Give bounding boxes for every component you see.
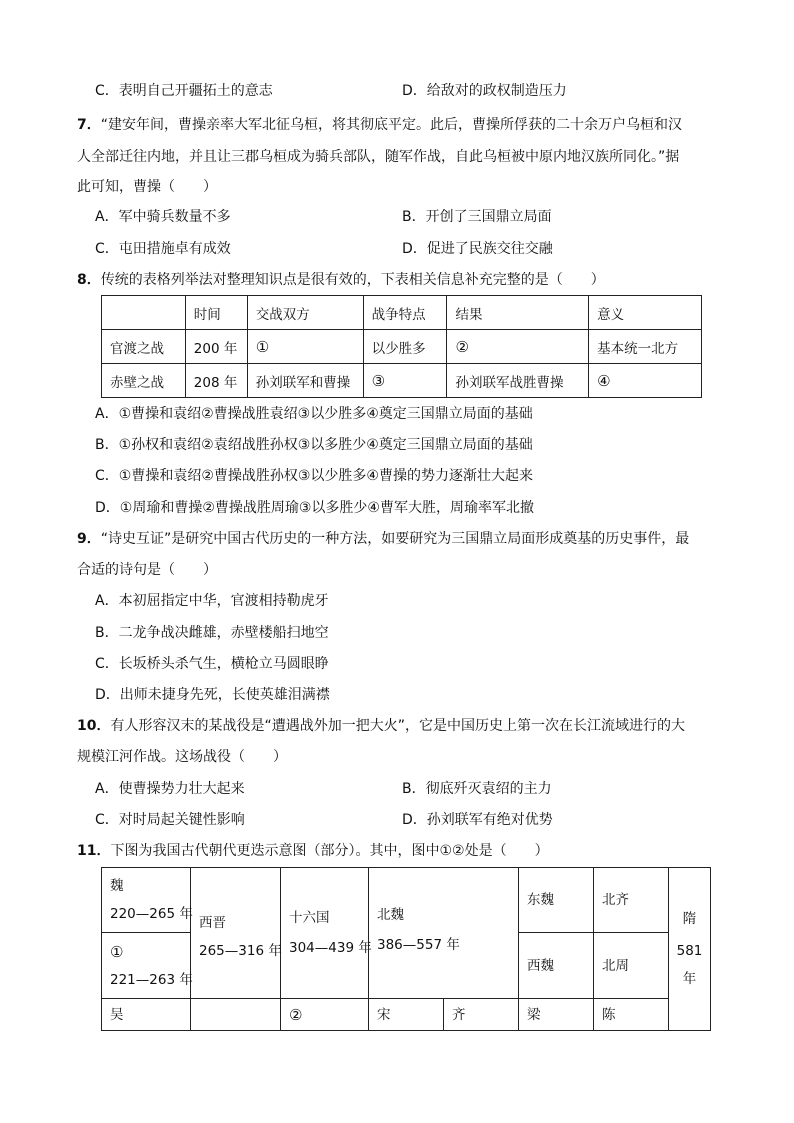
table-header-row	[102, 296, 702, 330]
table-cell: 官渡之战	[102, 330, 186, 364]
table-cell: 基本统一北方	[589, 330, 702, 364]
table-cell: 交战双方	[247, 296, 363, 330]
table-cell: 208 年	[185, 364, 247, 398]
cell-beiqi: 北齐	[594, 868, 669, 933]
table-cell: 赤壁之战	[102, 364, 186, 398]
cell-xijin: 西晋 265—316 年	[191, 868, 281, 999]
q10-option-c: C．对时局起关键性影响	[95, 812, 245, 828]
q10-stem-line2: 规模江河作战。这场战役（ ）	[77, 749, 287, 765]
q11-number: 11．	[77, 843, 111, 859]
cell-beizhou: 北周	[594, 933, 669, 999]
q8-number: 8．	[77, 272, 101, 288]
table-cell: 意义	[589, 296, 702, 330]
table-cell: 结果	[447, 296, 589, 330]
table-cell	[102, 296, 186, 330]
q10-stem-line1: 10．有人形容汉末的某战役是“遭遇战外加一把大火”，它是中国历史上第一次在长江流域进行的大	[77, 718, 685, 734]
cell-wei: 魏 220—265 年	[102, 868, 191, 933]
table-cell: ②	[447, 330, 589, 364]
cell-blank-1: ① 221—263 年	[102, 933, 191, 999]
q11-stem: 11．下图为我国古代朝代更迭示意图（部分）。其中，图中①②处是（ ）	[77, 843, 549, 859]
q8-option-d: D．①周瑜和曹操②曹操战胜周瑜③以多胜少④曹军大胜，周瑜率军北撤	[95, 500, 534, 516]
q10-option-b: B．彻底歼灭袁绍的主力	[402, 781, 552, 797]
table-row	[102, 999, 711, 1031]
table-cell: 战争特点	[363, 296, 447, 330]
table-cell: 200 年	[185, 330, 247, 364]
cell-song: 宋	[369, 999, 444, 1031]
q6-option-c: C．表明自己开疆拓土的意志	[95, 83, 273, 99]
cell-sixteen-kingdoms: 十六国 304—439 年	[281, 868, 369, 999]
q11-dynasty-table	[101, 867, 711, 1031]
q7-stem-line3: 此可知，曹操（ ）	[77, 179, 217, 195]
q9-option-a: A．本初屈指定中华，官渡相持勒虎牙	[95, 593, 329, 609]
q9-stem-line2: 合适的诗句是（ ）	[77, 562, 217, 578]
table-cell: 时间	[185, 296, 247, 330]
cell-beiwei: 北魏 386—557 年	[369, 868, 519, 999]
q8-stem: 8．传统的表格列举法对整理知识点是很有效的，下表相关信息补充完整的是（ ）	[77, 272, 605, 288]
q8-table	[101, 295, 702, 398]
table-cell: 以少胜多	[363, 330, 447, 364]
q10-number: 10．	[77, 718, 111, 734]
q8-option-a: A．①曹操和袁绍②曹操战胜袁绍③以少胜多④奠定三国鼎立局面的基础	[95, 406, 533, 422]
q9-option-c: C．长坂桥头杀气生，横枪立马圆眼睁	[95, 656, 329, 672]
table-cell: 孙刘联军和曹操	[247, 364, 363, 398]
cell-wu: 吴	[102, 999, 191, 1031]
q9-option-d: D．出师未捷身先死，长使英雄泪满襟	[95, 687, 330, 703]
q10-option-d: D．孙刘联军有绝对优势	[402, 812, 553, 828]
q8-option-c: C．①曹操和袁绍②曹操战胜孙权③以少胜多④曹操的势力逐渐壮大起来	[95, 468, 533, 484]
cell-qi: 齐	[444, 999, 519, 1031]
q7-option-c: C．屯田措施卓有成效	[95, 241, 231, 257]
cell-blank-2: ②	[281, 999, 369, 1031]
q6-option-d: D．给敌对的政权制造压力	[402, 83, 567, 99]
q7-stem-line1: 7．“建安年间，曹操亲率大军北征乌桓，将其彻底平定。此后，曹操所俘获的二十余万户乌桓和汉	[77, 117, 683, 133]
cell-dongwei: 东魏	[519, 868, 594, 933]
q9-number: 9．	[77, 531, 101, 547]
table-cell: ①	[247, 330, 363, 364]
table-row	[102, 330, 702, 364]
q7-option-d: D．促进了民族交往交融	[402, 241, 553, 257]
cell-chen: 陈	[594, 999, 669, 1031]
table-cell: 孙刘联军战胜曹操	[447, 364, 589, 398]
q7-number: 7．	[77, 117, 101, 133]
q9-option-b: B．二龙争战决雌雄，赤壁楼船扫地空	[95, 625, 329, 641]
q7-option-b: B．开创了三国鼎立局面	[402, 209, 552, 225]
table-cell: ④	[589, 364, 702, 398]
q7-stem-line2: 人全部迁往内地，并且让三郡乌桓成为骑兵部队，随军作战，自此乌桓被中原内地汉族所同化。”据	[77, 149, 680, 165]
table-cell: ③	[363, 364, 447, 398]
cell-xijin-continued	[191, 999, 281, 1031]
cell-liang: 梁	[519, 999, 594, 1031]
cell-sui: 隋 581 年	[669, 868, 711, 1031]
q9-stem-line1: 9．“诗史互证”是研究中国古代历史的一种方法，如要研究为三国鼎立局面形成奠基的历史事件，最	[77, 531, 690, 547]
table-row	[102, 364, 702, 398]
cell-xiwei: 西魏	[519, 933, 594, 999]
q8-option-b: B．①孙权和袁绍②袁绍战胜孙权③以多胜少④奠定三国鼎立局面的基础	[95, 437, 533, 453]
table-row	[102, 868, 711, 933]
q7-option-a: A．军中骑兵数量不多	[95, 209, 231, 225]
q10-option-a: A．使曹操势力壮大起来	[95, 781, 245, 797]
